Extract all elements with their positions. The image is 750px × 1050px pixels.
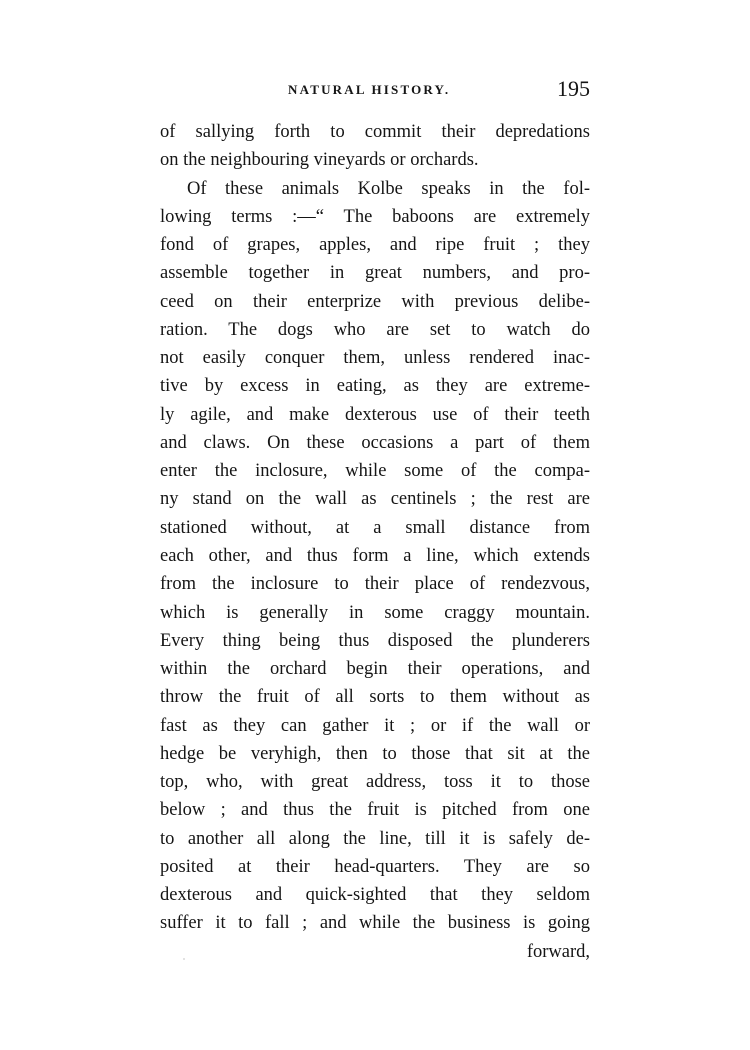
text-line: to another all along the line, till it is safely de- — [160, 828, 590, 849]
text-line: tive by excess in eating, as they are extreme- — [160, 376, 590, 397]
text-line: suffer it to fall ; and while the business is going — [160, 913, 590, 934]
running-title: NATURAL HISTORY. — [288, 82, 451, 97]
text-line: posited at their head-quarters. They are so — [160, 856, 590, 877]
text-line: dexterous and quick-sighted that they seldom — [160, 885, 590, 906]
text-line: Every thing being thus disposed the plunderers — [160, 630, 590, 651]
catchword: forward, — [526, 942, 590, 962]
running-head — [160, 76, 590, 106]
text-line: fast as they can gather it ; or if the wall or — [160, 715, 590, 736]
text-line: assemble together in great numbers, and pro- — [160, 263, 590, 284]
body-text — [160, 118, 590, 938]
text-line: Of these animals Kolbe speaks in the fol- — [187, 178, 590, 199]
text-line: enter the inclosure, while some of the compa- — [160, 461, 590, 482]
text-line: throw the fruit of all sorts to them without as — [160, 687, 590, 708]
text-line: ly agile, and make dexterous use of their teeth — [160, 404, 590, 425]
text-line: stationed without, at a small distance from — [160, 517, 590, 538]
text-line: of sallying forth to commit their depredations — [160, 122, 590, 142]
text-line: top, who, with great address, toss it to those — [160, 772, 590, 793]
text-line: which is generally in some craggy mountain. — [160, 602, 590, 623]
text-line: ceed on their enterprize with previous delibe- — [160, 291, 590, 312]
page-number: 195 — [557, 76, 590, 101]
text-line: from the inclosure to their place of rendezvous, — [160, 574, 590, 595]
text-line: and claws. On these occasions a part of them — [160, 432, 590, 453]
paper-speck — [183, 958, 185, 960]
text-line: lowing terms :—“ The baboons are extremely — [160, 206, 590, 227]
text-line: fond of grapes, apples, and ripe fruit ; they — [160, 235, 590, 256]
text-line: ny stand on the wall as centinels ; the rest are — [160, 489, 590, 510]
text-line: not easily conquer them, unless rendered inac- — [160, 348, 590, 369]
text-line: hedge be veryhigh, then to those that sit at the — [160, 743, 590, 764]
text-line: within the orchard begin their operations, and — [160, 659, 590, 680]
text-line: ration. The dogs who are set to watch do — [160, 319, 590, 340]
text-line: each other, and thus form a line, which extends — [160, 545, 590, 566]
text-line: below ; and thus the fruit is pitched from one — [160, 800, 590, 821]
text-line: on the neighbouring vineyards or orchards. — [160, 150, 479, 171]
